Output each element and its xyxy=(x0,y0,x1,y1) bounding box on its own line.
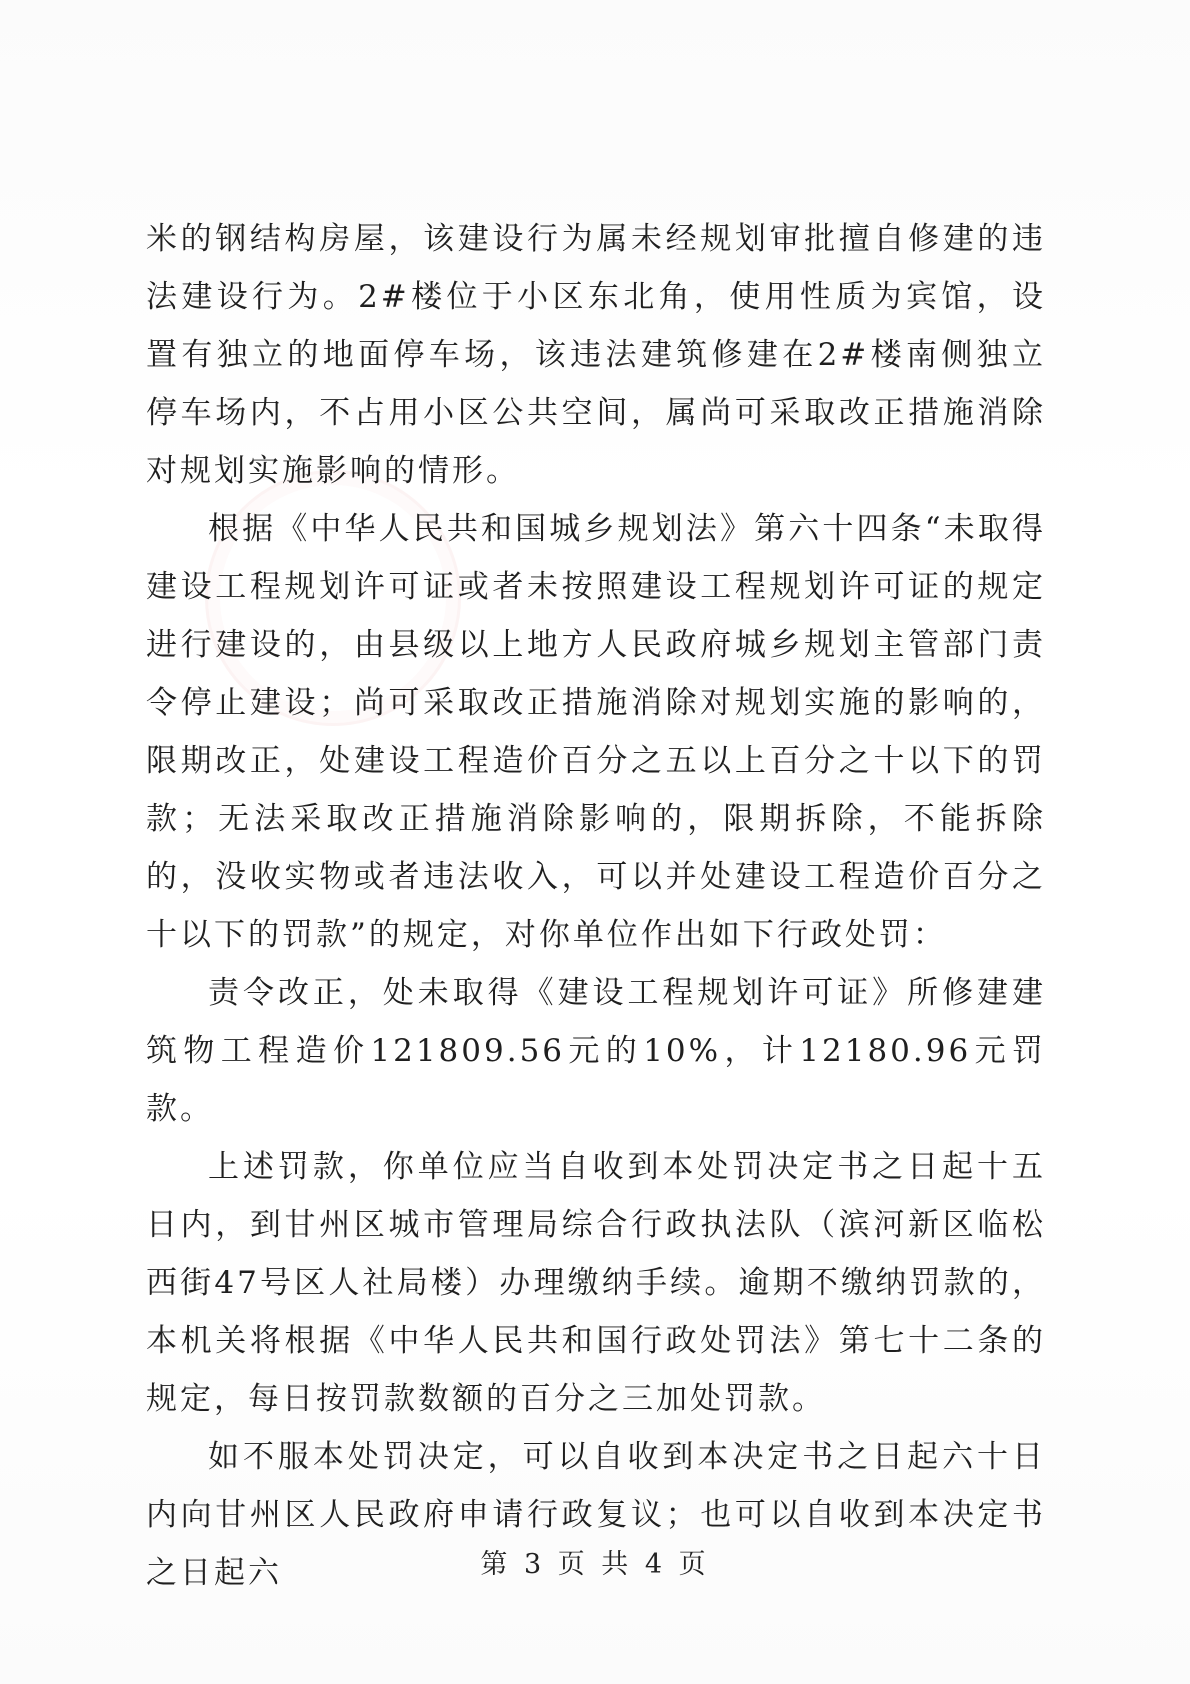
paragraph-appeal-rights: 如不服本处罚决定，可以自收到本决定书之日起六十日内向甘州区人民政府申请行政复议；也可以自收到本决定书之日起六 xyxy=(146,1439,1046,1591)
paragraph-payment-instructions: 上述罚款，你单位应当自收到本处罚决定书之日起十五日内，到甘州区城市管理局综合行政执法队（滨河新区临松西街47号区人社局楼）办理缴纳手续。逾期不缴纳罚款的，本机关将根据《中华人民共和国行政处罚法》第七十二条的规定，每日按罚款数额的百分之三加处罚款。 xyxy=(146,1149,1046,1417)
paragraph-penalty: 责令改正，处未取得《建设工程规划许可证》所修建建筑物工程造价121809.56元的10%，计12180.96元罚款。 xyxy=(146,975,1046,1127)
page-number-footer: 第 3 页 共 4 页 xyxy=(480,1549,710,1580)
paragraph-continuation: 米的钢结构房屋，该建设行为属未经规划审批擅自修建的违法建设行为。2#楼位于小区东北角，使用性质为宾馆，设置有独立的地面停车场，该违法建筑修建在2#楼南侧独立停车场内，不占用小区公共空间，属尚可采取改正措施消除对规划实施影响的情形。 xyxy=(146,221,1046,489)
paragraph-legal-basis: 根据《中华人民共和国城乡规划法》第六十四条“未取得建设工程规划许可证或者未按照建设工程规划许可证的规定进行建设的，由县级以上地方人民政府城乡规划主管部门责令停止建设；尚可采取改正措施消除对规划实施的影响的，限期改正，处建设工程造价百分之五以上百分之十以下的罚款；无法采取改正措施消除影响的，限期拆除，不能拆除的，没收实物或者违法收入，可以并处建设工程造价百分之十以下的罚款”的规定，对你单位作出如下行政处罚： xyxy=(146,511,1046,953)
document-body xyxy=(146,210,1046,1602)
